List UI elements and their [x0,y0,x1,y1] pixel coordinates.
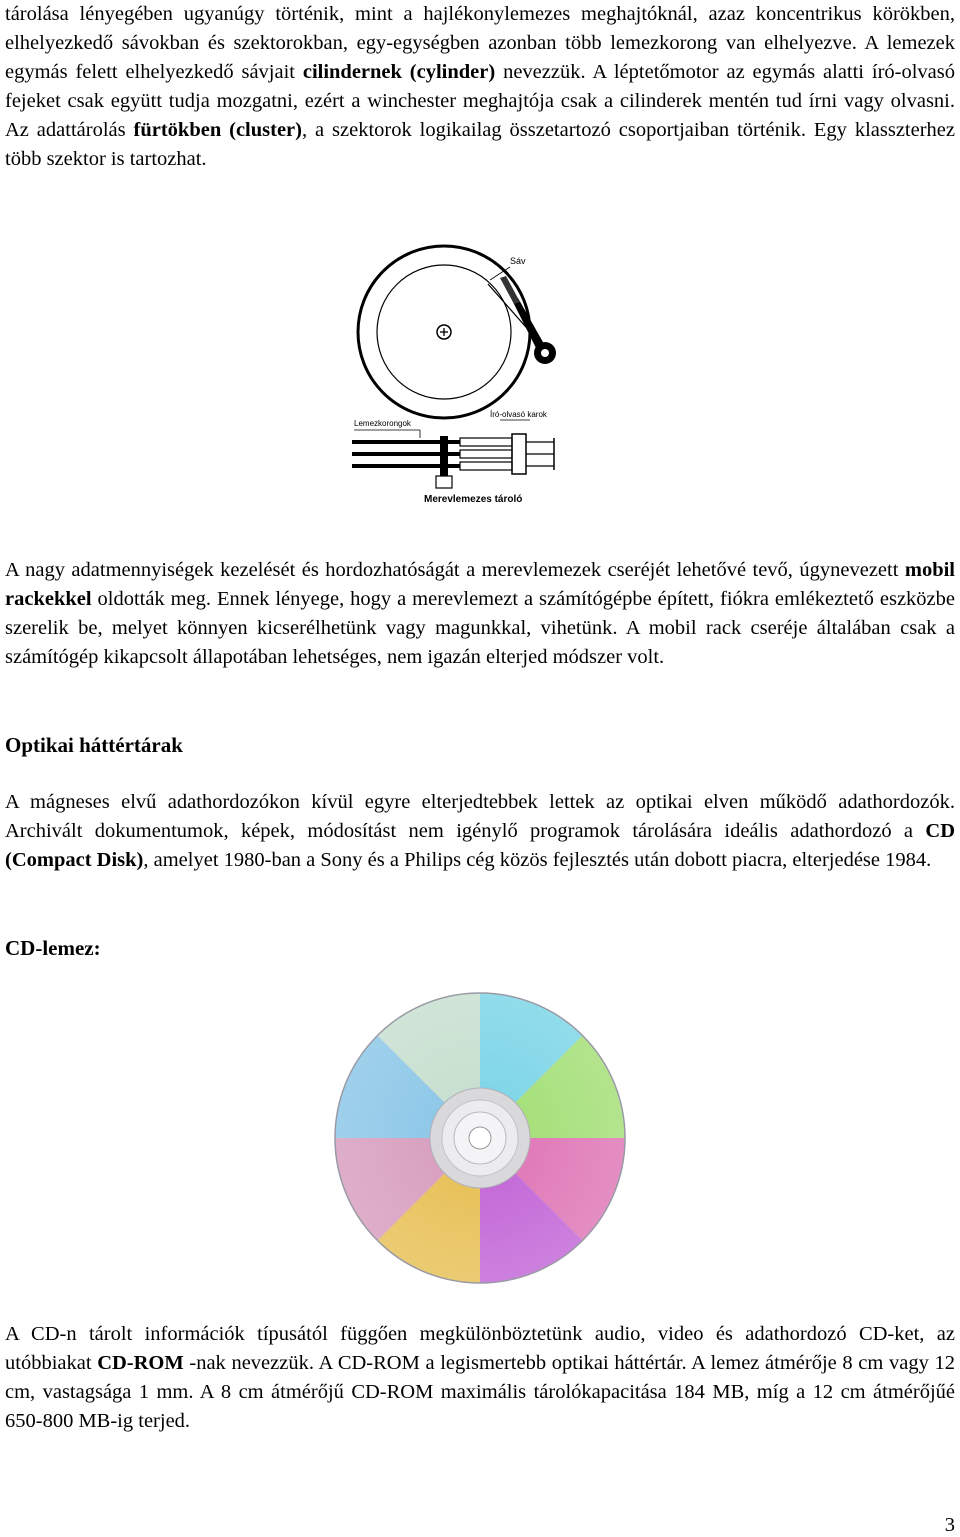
cd-hub [430,1088,530,1188]
bold-term-mobile-rack: mobil rackekkel [5,559,955,610]
label-track: Sáv [510,256,526,266]
bold-term-cd-rom: CD-ROM [97,1352,184,1374]
heading-cd-disc: CD-lemez: [5,936,101,960]
paragraph-cd-types [5,1320,955,1436]
figure-caption: Merevlemezes tároló [424,494,523,505]
text: tárolása lényegében ugyanúgy történik, mint a hajlékonylemezes meghajtóknál, azaz koncentrikus körökben, elhelyezkedő sávokban és szektorokban, egy-egységben azonban több lemezkorong van elhelyezve. A lemezek egymás felett elhelyezkedő sávjait [5,3,955,83]
text: A mágneses elvű adathordozókon kívül egyre elterjedtebbek lettek az optikai elven működő adathordozók. Archivált dokumentumok, képek, módosítást nem igénylő programok tárolására ideális adathordozó a [5,791,955,842]
read-write-arm [488,276,556,364]
label-platters: Lemezkorongok [354,419,411,428]
paragraph-optical [5,788,955,875]
text: -nak nevezzük. A CD-ROM a legismertebb optikai háttértár. A lemez átmérője 8 cm vagy 12 cm, vastagsága 1 mm. A 8 cm átmérőjű CD-ROM maximális tárolókapacitása 184 MB, míg a 12 cm átmérőjűé 650-800 MB-ig terjed. [5,1352,955,1432]
paragraph-hdd-storage [5,0,955,174]
text: A nagy adatmennyiségek kezelését és hordozhatóságát a merevlemezek cseréjét lehetővé tevő, úgynevezett [5,559,905,581]
cd-disc-image [330,988,630,1288]
text: nevezzük. A léptetőmotor az egymás alatti író-olvasó fejeket csak együtt tudja mozgatni, ezért a winchester meghajtója csak a cilinderek mentén tud írni vagy olvasni. Az adattárolás [5,61,955,141]
page-number: 3 [944,1514,955,1536]
hard-disk-diagram [340,240,580,510]
bold-term-cylinder: cilindernek (cylinder) [302,61,496,83]
text: , a szektorok logikailag összetartozó csoportjaiban történik. Egy klasszterhez több szektor is tartozhat. [5,119,955,170]
heading-optical-storage: Optikai háttértárak [5,733,183,757]
bold-term-cd: CD (Compact Disk) [5,820,955,871]
text: A CD-n tárolt információk típusától függően megkülönböztetünk audio, video és adathordozó CD-ket, az utóbbiakat [5,1323,955,1374]
text: , amelyet 1980-ban a Sony és a Philips cég közös fejlesztés után dobott piacra, elterjedése 1984. [143,849,932,871]
label-arms: Író-olvasó karok [490,410,547,419]
paragraph-mobile-rack [5,556,955,672]
bold-term-cluster: fürtökben (cluster) [133,119,302,141]
platter-stack-side-view [352,434,554,488]
text: oldották meg. Ennek lényege, hogy a merevlemezt a számítógépbe épített, fiókra emlékeztető eszközbe szerelik be, melyet könnyen kicserélhetünk vagy magunkkal, vihetünk. A mobil rack cseréje általában csak a számítógép kikapcsolt állapotában lehetséges, nem igazán elterjed módszer volt. [5,588,955,668]
